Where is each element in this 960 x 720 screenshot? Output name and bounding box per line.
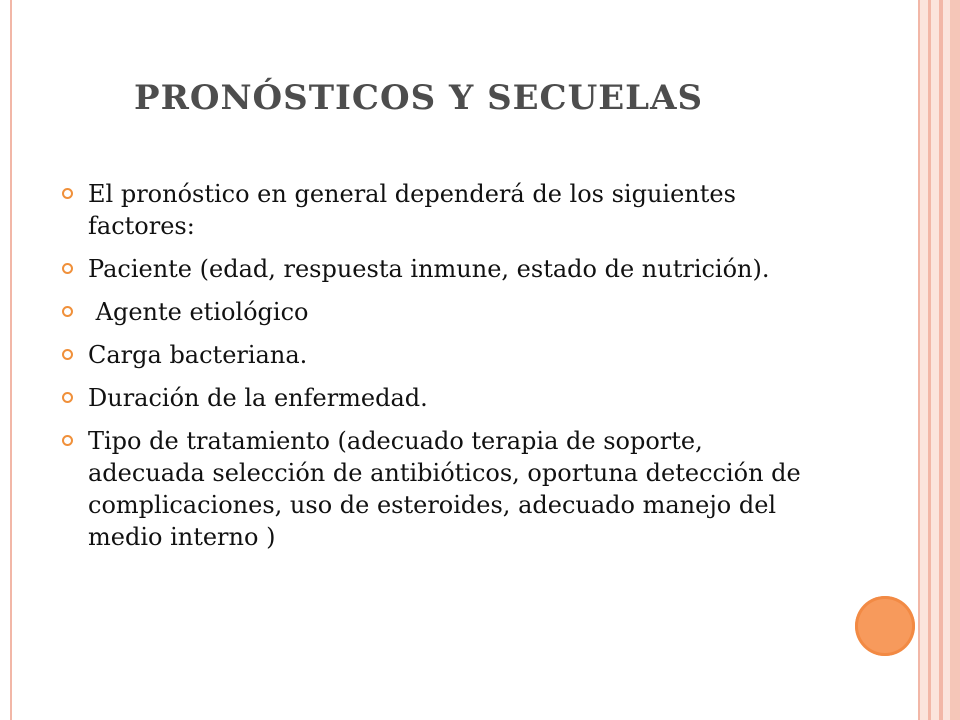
list-item: [62, 253, 822, 285]
ring-bullet-icon: [62, 435, 73, 446]
list-item: [62, 382, 822, 414]
list-item: [62, 296, 822, 328]
bullet-list: [62, 178, 822, 564]
bullet-text: Agente etiológico: [88, 298, 309, 326]
bullet-text: Tipo de tratamiento (adecuado terapia de soporte, adecuada selección de antibióticos, oportuna detección de complicaciones, uso de esteroides, adecuado manejo del medio interno ): [88, 427, 801, 551]
ring-bullet-icon: [62, 263, 73, 274]
stripe: [931, 0, 939, 720]
ring-bullet-icon: [62, 349, 73, 360]
bullet-text: Carga bacteriana.: [88, 341, 308, 369]
list-item: [62, 425, 822, 553]
bullet-text: Paciente (edad, respuesta inmune, estado de nutrición).: [88, 255, 770, 283]
stripe: [920, 0, 928, 720]
bullet-text: Duración de la enfermedad.: [88, 384, 428, 412]
orange-circle-decoration: [855, 596, 915, 656]
right-decorative-stripes: [918, 0, 960, 720]
stripe: [943, 0, 950, 720]
left-frame-line: [10, 0, 12, 720]
list-item: [62, 339, 822, 371]
ring-bullet-icon: [62, 306, 73, 317]
ring-bullet-icon: [62, 188, 73, 199]
list-item: [62, 178, 822, 242]
stripe: [950, 0, 960, 720]
slide-title: PRONÓSTICOS Y SECUELAS: [134, 78, 704, 118]
bullet-text: El pronóstico en general dependerá de los siguientes factores:: [88, 180, 736, 240]
ring-bullet-icon: [62, 392, 73, 403]
